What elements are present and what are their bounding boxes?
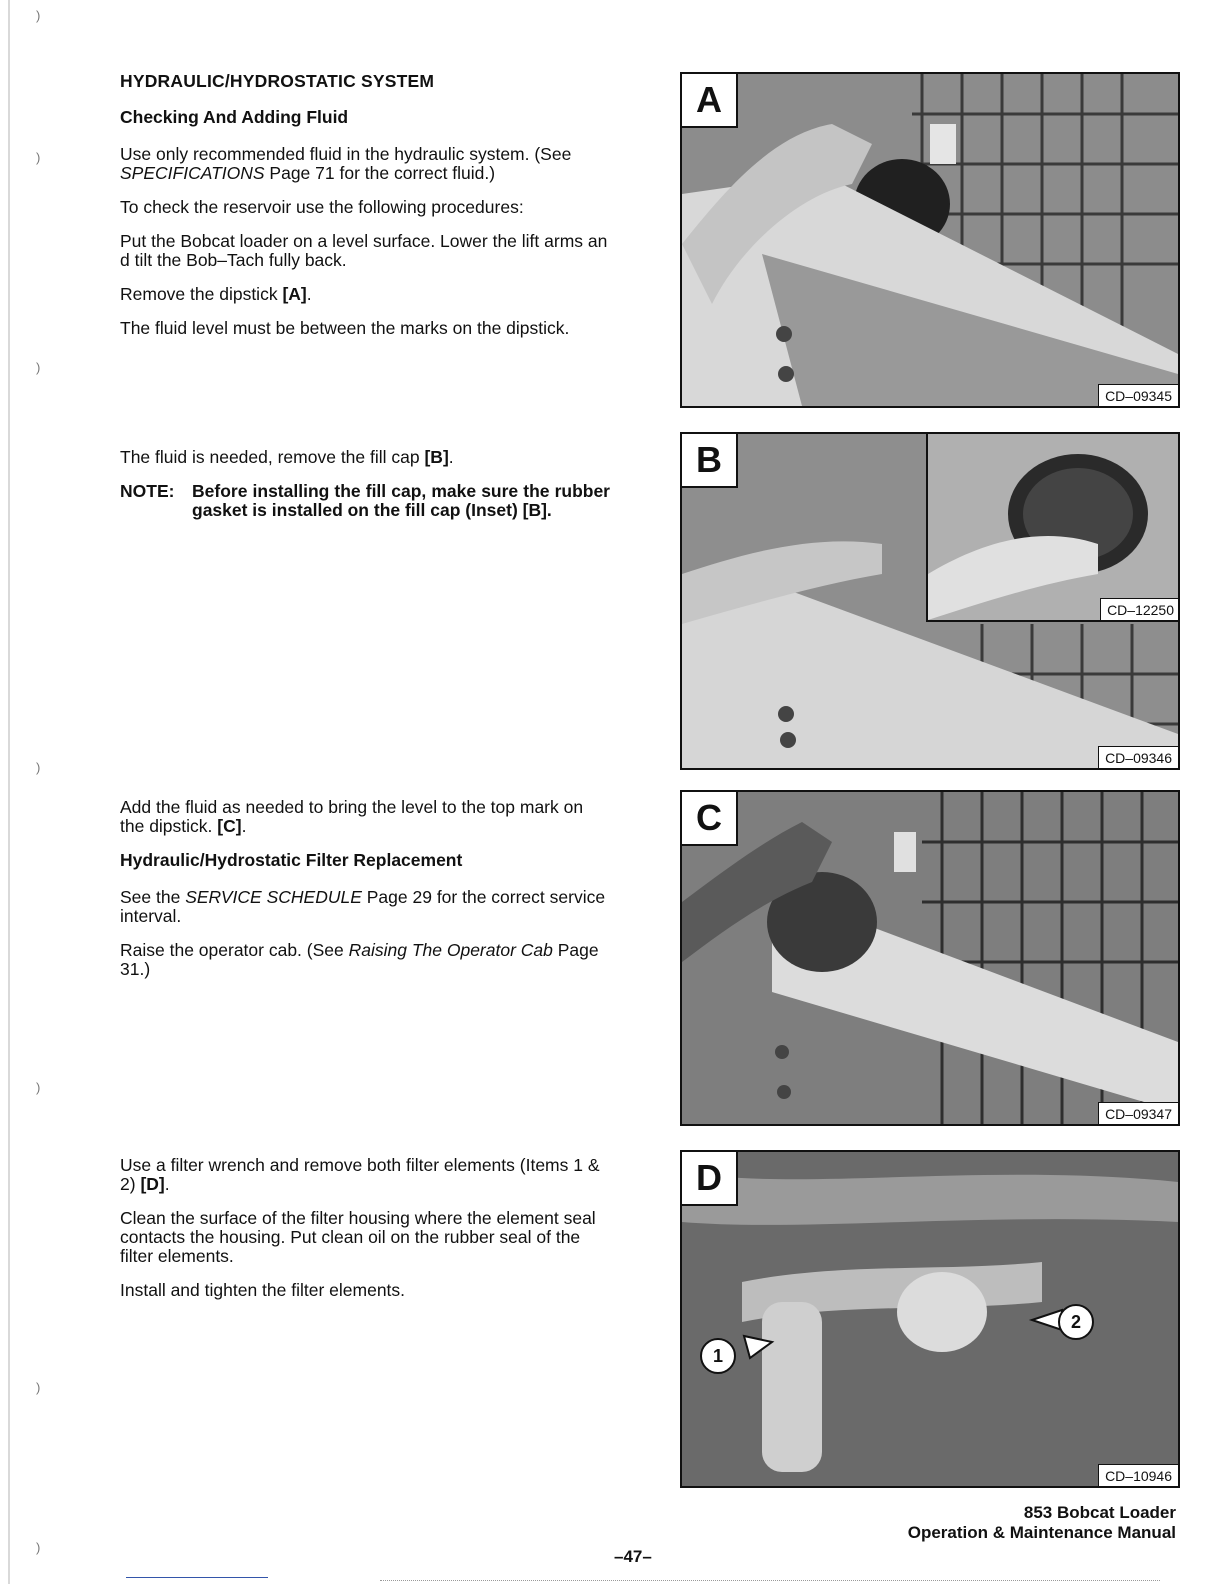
paragraph-raise-cab: [120, 941, 610, 979]
note-text: Before installing the fill cap, make sure the rubber gasket is installed on the fill cap (Inset) [B].: [192, 481, 610, 520]
text: .: [164, 1174, 170, 1194]
page-number: –47–: [614, 1547, 652, 1566]
paragraph-clean-surface: Clean the surface of the filter housing where the element seal contacts the housing. Put clean oil on the rubber seal of the filter elements.: [120, 1208, 596, 1266]
link-service-schedule: SERVICE SCHEDULE: [185, 887, 362, 907]
text: Remove the dipstick: [120, 284, 283, 304]
figure-ref-a: [A]: [282, 284, 307, 304]
paragraph-service-schedule: [120, 888, 610, 926]
text: .: [241, 816, 247, 836]
figure-code-b: CD–09346: [1098, 746, 1178, 768]
paragraph-check-reservoir: To check the reservoir use the following procedures:: [120, 197, 524, 217]
paragraph-add-fluid: [120, 798, 610, 836]
figure-b-photo: [680, 432, 1180, 770]
footer-dotted-rule: [380, 1580, 1160, 1581]
binding-mark: ): [36, 1380, 41, 1395]
callout-item-1: 1: [700, 1338, 736, 1374]
figure-letter-c: C: [682, 792, 738, 846]
text: Page 29 for the correct service interval.: [120, 887, 606, 926]
text: Use only recommended fluid in the hydraulic system. (See: [120, 144, 572, 164]
note-gasket: [120, 482, 610, 520]
text-block-checking-fluid: [120, 72, 610, 353]
binding-mark: ): [36, 8, 41, 23]
text: Add the fluid as needed to bring the level to the top mark on the dipstick.: [120, 797, 584, 836]
link-specifications: SPECIFICATIONS: [120, 163, 265, 183]
footer-title-line2: Operation & Maintenance Manual: [907, 1523, 1176, 1542]
figure-c-photo: [680, 790, 1180, 1126]
paragraph-filter-wrench: [120, 1156, 610, 1194]
binding-mark: ): [36, 150, 41, 165]
text: Use a filter wrench and remove both filter elements (Items 1 & 2): [120, 1155, 600, 1194]
figure-code-c: CD–09347: [1098, 1102, 1178, 1124]
subheading-filter-replacement: Hydraulic/Hydrostatic Filter Replacement: [120, 850, 463, 870]
subheading-checking-fluid: Checking And Adding Fluid: [120, 107, 349, 127]
paragraph-remove-dipstick: [120, 285, 610, 304]
binding-mark: ): [36, 760, 41, 775]
text: The fluid is needed, remove the fill cap: [120, 447, 425, 467]
text-block-fill-cap: [120, 448, 610, 520]
figure-letter-a: A: [682, 74, 738, 128]
text: Page 71 for the correct fluid.): [264, 163, 496, 183]
figure-letter-d: D: [682, 1152, 738, 1206]
paragraph-remove-fill-cap: [120, 448, 610, 467]
text-block-add-fluid: [120, 798, 610, 994]
text: Raise the operator cab. (See: [120, 940, 349, 960]
binding-mark: ): [36, 1540, 41, 1555]
figure-letter-b: B: [682, 434, 738, 488]
photo-fill-cap-gasket: [928, 434, 1180, 620]
photo-filter-elements: [682, 1152, 1178, 1486]
figure-code-a: CD–09345: [1098, 384, 1178, 406]
binding-mark: ): [36, 1080, 41, 1095]
figure-a-photo: [680, 72, 1180, 408]
text: Page 31.): [120, 940, 599, 979]
figure-code-b-inset: CD–12250: [1100, 598, 1180, 620]
paragraph-fluid-level: The fluid level must be between the marks on the dipstick.: [120, 318, 570, 338]
binding-mark: ): [36, 360, 41, 375]
photo-dipstick-removal: [682, 74, 1178, 406]
photo-adding-fluid: [682, 792, 1178, 1124]
figure-ref-d: [D]: [140, 1174, 165, 1194]
figure-d-photo: [680, 1150, 1180, 1488]
section-title: HYDRAULIC/HYDROSTATIC SYSTEM: [120, 71, 435, 91]
link-raising-cab: Raising The Operator Cab: [348, 940, 553, 960]
paragraph-install-filters: Install and tighten the filter elements.: [120, 1280, 406, 1300]
paragraph-level-surface: Put the Bobcat loader on a level surface. Lower the lift arms an d tilt the Bob–Tach fully back.: [120, 231, 608, 270]
paragraph-recommended-fluid: [120, 145, 610, 183]
text-block-filter-wrench: [120, 1156, 610, 1315]
callout-item-2: 2: [1058, 1304, 1094, 1340]
figure-b-inset: [926, 434, 1180, 622]
footer-title-line1: 853 Bobcat Loader: [1023, 1503, 1176, 1522]
text: .: [306, 284, 312, 304]
text: .: [448, 447, 454, 467]
figure-ref-b: [B]: [424, 447, 449, 467]
note-label: NOTE:: [120, 481, 175, 501]
figure-code-d: CD–10946: [1098, 1464, 1178, 1486]
figure-ref-c: [C]: [217, 816, 242, 836]
footer-rule: [126, 1577, 268, 1578]
page-binding-edge: [8, 0, 10, 1584]
text: See the: [120, 887, 186, 907]
